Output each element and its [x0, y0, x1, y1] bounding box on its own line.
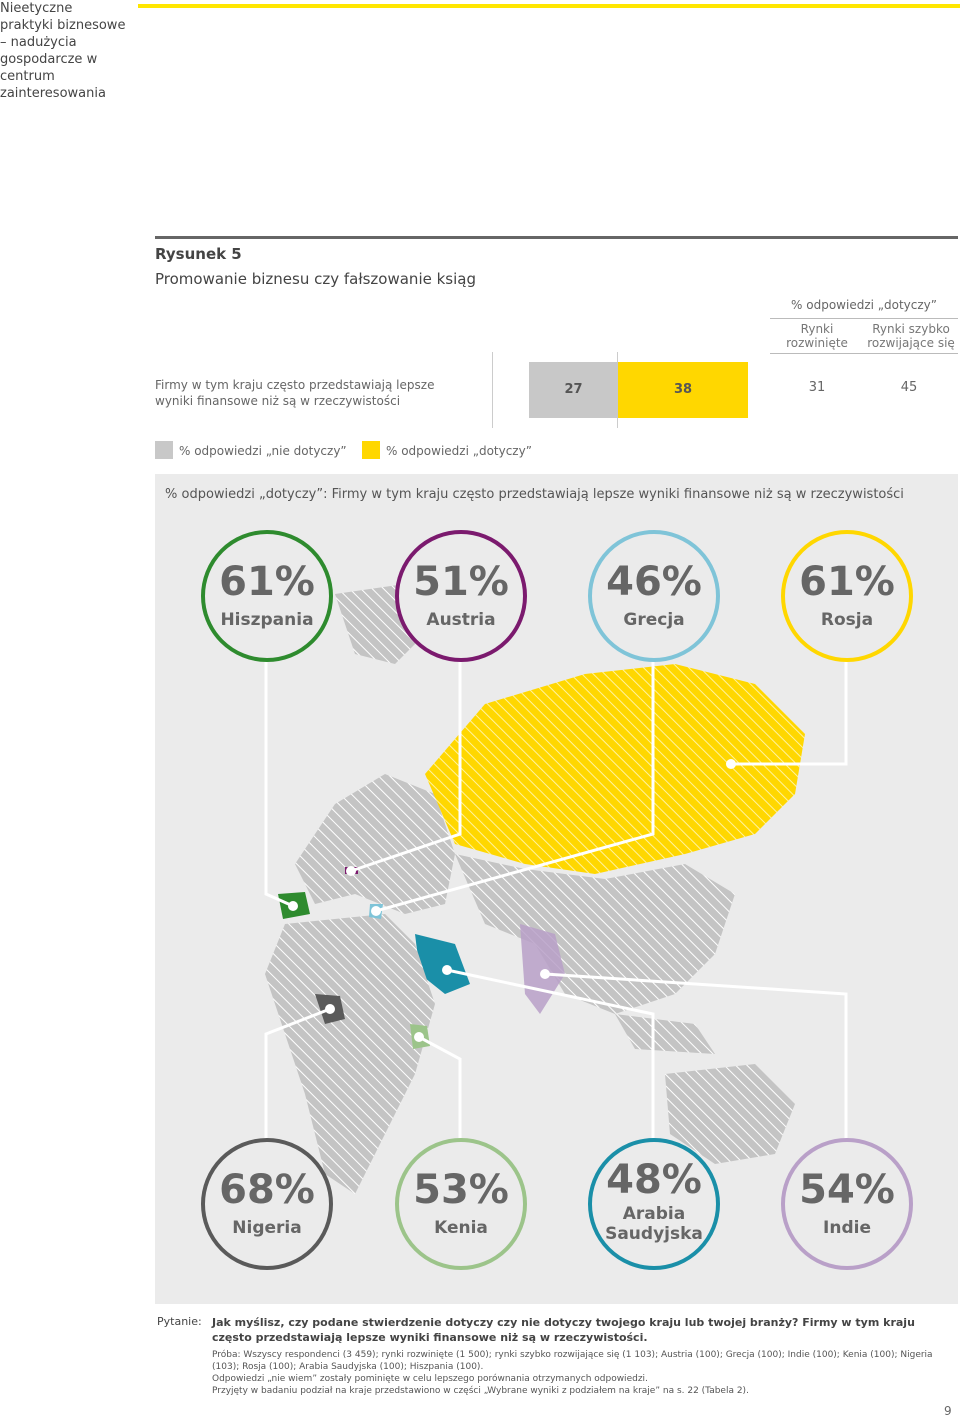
spain-connector [266, 652, 293, 906]
header-rule [138, 4, 960, 8]
country-name: Indie [823, 1218, 871, 1238]
nigeria-dot [325, 1004, 335, 1014]
russia-shape [425, 664, 805, 874]
country-name: Nigeria [232, 1218, 302, 1238]
country-name: Grecja [623, 610, 685, 630]
country-name-line2: Saudyjska [605, 1224, 703, 1244]
circle-austria [395, 530, 527, 662]
map-title: % odpowiedzi „dotyczy”: Firmy w tym kraju często przedstawiają lepsze wyniki finansowe niż są w rzeczywistości [165, 487, 904, 502]
figure-rule [155, 236, 958, 239]
austria-dot [346, 866, 356, 876]
question-text: Jak myślisz, czy podane stwierdzenie dotyczy czy nie dotyczy twojego kraju lub twojej branży? Firmy w tym kraju często przedstawiają lepsze wyniki finansowe niż są w rzeczywistości. [212, 1316, 915, 1344]
circle-indie [781, 1138, 913, 1270]
spain-dot [288, 901, 298, 911]
kenya-connector [419, 1037, 460, 1154]
statement-label: Firmy w tym kraju często przedstawiają lepsze wyniki finansowe niż są w rzeczywistości [155, 378, 435, 408]
kenya-dot [414, 1032, 424, 1042]
header-bottom-rule [770, 353, 958, 354]
legend-grey-label: % odpowiedzi „nie dotyczy” [179, 444, 347, 458]
emerging-markets-header: Rynki szybko rozwijające się [867, 322, 955, 350]
country-split-note: Przyjęty w badaniu podział na kraje przedstawiono w części „Wybrane wyniki z podziałem na kraje” na s. 22 (Tabela 2). [212, 1386, 749, 1396]
country-name: Kenia [434, 1218, 488, 1238]
country-name-line1: Arabia [622, 1204, 686, 1224]
russia-dot [726, 759, 736, 769]
not-applicable-bar: 27 [529, 362, 618, 418]
pct-value: 68% [219, 1167, 315, 1213]
pct-value: 54% [799, 1167, 895, 1213]
emerging-value: 45 [900, 380, 918, 395]
section-title: Nieetyczne praktyki biznesowe – nadużycia gospodarcze w centrum zainteresowania [0, 0, 128, 102]
circle-nigeria [201, 1138, 333, 1270]
page-number: 9 [944, 1404, 952, 1418]
pct-value: 61% [219, 559, 315, 605]
circle-hiszpania [201, 530, 333, 662]
country-name: Rosja [820, 610, 874, 630]
column-group-header: % odpowiedzi „dotyczy” [791, 298, 937, 312]
divider-line [492, 352, 493, 428]
pct-value: 51% [413, 559, 509, 605]
developed-markets-header: Rynki rozwinięte [786, 322, 848, 350]
greece-dot [371, 906, 381, 916]
legend-yellow-label: % odpowiedzi „dotyczy” [386, 444, 532, 458]
country-name: Austria [426, 610, 496, 630]
figure-number: Rysunek 5 [155, 245, 242, 263]
question-label: Pytanie: [157, 1315, 202, 1328]
pct-value: 61% [799, 559, 895, 605]
islands-shape [615, 1014, 715, 1054]
column-rule [770, 318, 958, 319]
country-name: Hiszpania [220, 610, 314, 630]
legend-yellow-swatch [362, 441, 380, 459]
india-dot [540, 969, 550, 979]
pct-value: 48% [606, 1157, 702, 1203]
circle-grecja [588, 530, 720, 662]
circle-kenia [395, 1138, 527, 1270]
circle-arabia-saudyjska [588, 1138, 720, 1270]
pct-value: 53% [413, 1167, 509, 1213]
figure-title: Promowanie biznesu czy fałszowanie ksiąg [155, 270, 476, 288]
pct-value: 46% [606, 559, 702, 605]
sample-note: Próba: Wszyscy respondenci (3 459); rynki rozwinięte (1 500); rynki szybko rozwijające się (1 103); Austria (100); Grecja (100); Indie (100); Kenia (100); Nigeria (103); Rosja (100); Arabia Saudyjska (100); Hiszpania (100). [212, 1350, 933, 1372]
saudi-dot [442, 965, 452, 975]
developed-value: 31 [808, 380, 826, 395]
circle-rosja [781, 530, 913, 662]
legend-grey-swatch [155, 441, 173, 459]
dont-know-note: Odpowiedzi „nie wiem” zostały pominięte w celu lepszego porównania otrzymanych odpowiedzi. [212, 1374, 648, 1384]
applicable-bar: 38 [618, 362, 748, 418]
